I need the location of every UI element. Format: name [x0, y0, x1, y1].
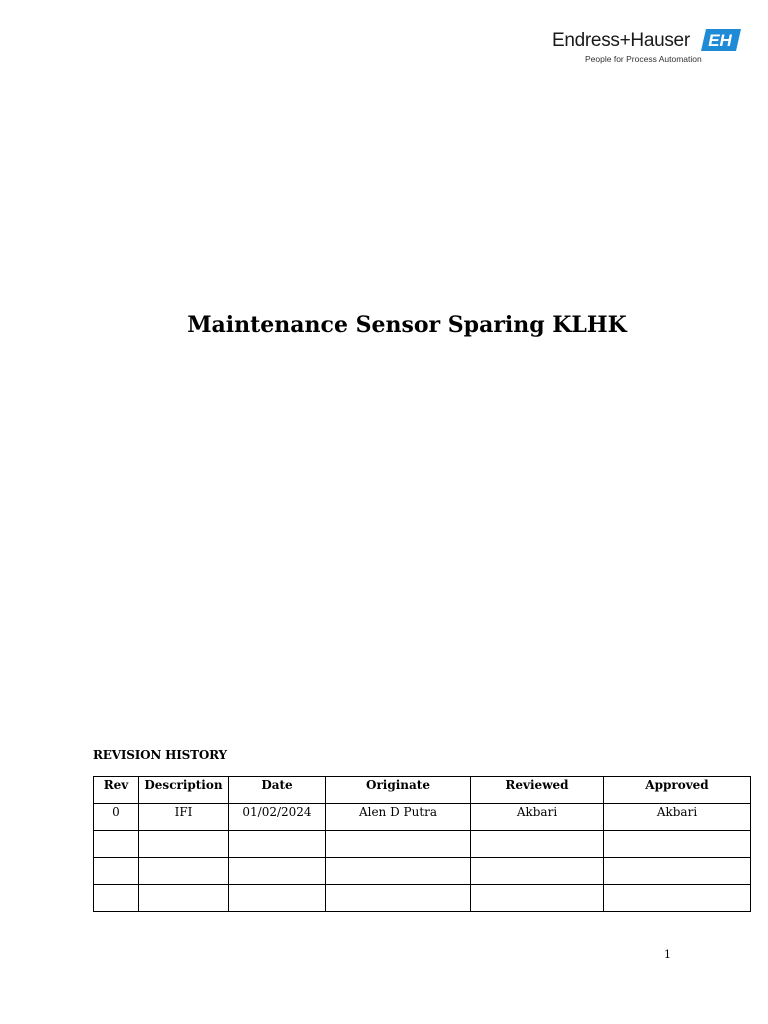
cell-approved	[604, 831, 751, 858]
eh-logo-icon	[701, 29, 741, 51]
revision-history-heading: REVISION HISTORY	[93, 748, 227, 762]
cell-approved: Akbari	[604, 804, 751, 831]
cell-reviewed	[471, 831, 604, 858]
company-tagline: People for Process Automation	[585, 54, 702, 64]
cell-date	[229, 885, 326, 912]
cell-originate	[326, 858, 471, 885]
table-header-row	[94, 777, 751, 804]
cell-originate	[326, 831, 471, 858]
column-header-reviewed: Reviewed	[471, 777, 604, 804]
column-header-approved: Approved	[604, 777, 751, 804]
column-header-description: Description	[139, 777, 229, 804]
cell-description	[139, 831, 229, 858]
column-header-date: Date	[229, 777, 326, 804]
cell-date	[229, 858, 326, 885]
cell-reviewed: Akbari	[471, 804, 604, 831]
column-header-originate: Originate	[326, 777, 471, 804]
table-row	[94, 831, 751, 858]
cell-description	[139, 885, 229, 912]
cell-approved	[604, 885, 751, 912]
table-row	[94, 858, 751, 885]
cell-rev	[94, 831, 139, 858]
cell-reviewed	[471, 858, 604, 885]
column-header-rev: Rev	[94, 777, 139, 804]
cell-description	[139, 858, 229, 885]
cell-rev	[94, 885, 139, 912]
company-logo	[552, 26, 742, 68]
document-title: Maintenance Sensor Sparing KLHK	[187, 312, 627, 338]
table-row	[94, 804, 751, 831]
eh-logo-text: EH	[708, 31, 732, 50]
revision-history-table	[93, 776, 751, 912]
cell-date: 01/02/2024	[229, 804, 326, 831]
table-row	[94, 885, 751, 912]
cell-originate: Alen D Putra	[326, 804, 471, 831]
cell-rev: 0	[94, 804, 139, 831]
cell-date	[229, 831, 326, 858]
page-number: 1	[664, 948, 671, 961]
company-name: Endress+Hauser	[552, 30, 690, 51]
cell-reviewed	[471, 885, 604, 912]
cell-originate	[326, 885, 471, 912]
cell-rev	[94, 858, 139, 885]
cell-description: IFI	[139, 804, 229, 831]
cell-approved	[604, 858, 751, 885]
